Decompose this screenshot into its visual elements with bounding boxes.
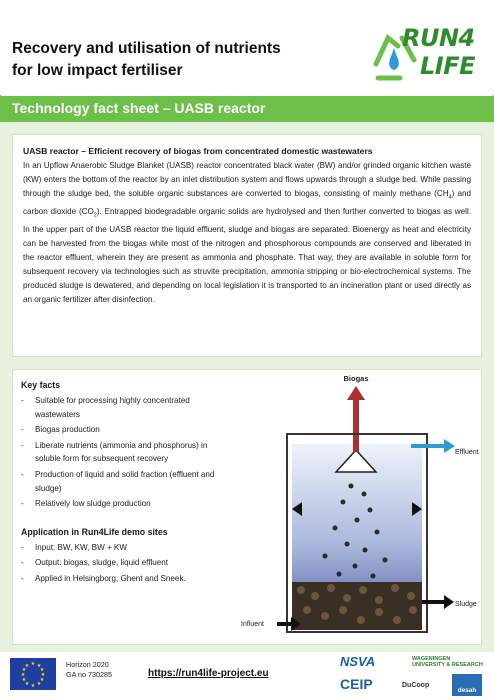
sludge-arrow-shaft <box>422 600 446 604</box>
intro-text-part2: ) and carbon dioxide (CO <box>23 189 471 216</box>
list-item-text: Liberate nutrients (ammonia and phosphorus) in soluble form for subsequent recovery <box>35 440 208 464</box>
co2-subscript: 2 <box>93 212 97 219</box>
intro-heading: UASB reactor – Efficient recovery of biogas from concentrated domestic wastewaters <box>23 146 373 156</box>
title-line-2: for low impact fertiliser <box>12 62 183 79</box>
list-item: - Relatively low sludge production <box>21 499 151 509</box>
facts-panel <box>12 369 482 645</box>
title-line-1: Recovery and utilisation of nutrients <box>12 40 281 57</box>
list-item: - Liberate nutrients (ammonia and phosphorus) in soluble form for subsequent recovery <box>21 440 208 464</box>
uasb-reactor-diagram <box>239 374 479 642</box>
page-title <box>12 38 342 82</box>
list-item: - Biogas production <box>21 425 100 435</box>
application-heading: Application in Run4Life demo sites <box>21 526 168 537</box>
gas-riser <box>353 436 359 452</box>
list-item-text: Biogas production <box>35 425 100 435</box>
list-item-text: Production of liquid and solid fraction (effluent and sludge) <box>35 469 215 493</box>
list-item: - Input: BW, KW, BW + KW <box>21 542 127 552</box>
nsva-logo: NSVA <box>340 654 376 669</box>
svg-text:★: ★ <box>30 661 36 667</box>
list-item-text: Input: BW, KW, BW + KW <box>35 542 127 552</box>
list-item: - Applied in Helsingborg, Ghent and Sneek. <box>21 573 186 583</box>
desah-logo: desah <box>452 674 482 696</box>
svg-text:★: ★ <box>20 672 26 678</box>
svg-text:★: ★ <box>24 663 30 669</box>
intro-panel <box>12 134 482 357</box>
svg-text:★: ★ <box>39 667 45 673</box>
intro-text <box>23 159 471 307</box>
svg-text:★: ★ <box>36 681 42 687</box>
svg-text:★: ★ <box>21 667 27 673</box>
application-list <box>21 541 231 586</box>
svg-text:★: ★ <box>24 681 30 687</box>
key-facts-heading: Key facts <box>21 380 61 390</box>
effluent-arrow-head <box>444 439 455 453</box>
svg-text:★: ★ <box>36 663 42 669</box>
sludge-arrow-head <box>444 595 454 609</box>
wur-line-2: UNIVERSITY & RESEARCH <box>412 662 483 668</box>
eu-flag-icon <box>10 658 56 690</box>
logo-text-life: LIFE <box>420 52 476 80</box>
facts-column <box>21 380 231 588</box>
effluent-arrow-shaft <box>411 444 447 448</box>
svg-text:★: ★ <box>30 683 36 689</box>
horizon-line-2: GA no 730285 <box>66 670 112 679</box>
logo-text-run4: RUN4 <box>402 24 475 52</box>
project-website-link[interactable]: https://run4life-project.eu <box>148 668 269 679</box>
list-item-text: Output: biogas, sludge, liquid effluent <box>35 558 169 568</box>
run4life-logo <box>370 24 482 86</box>
influent-label: Influent <box>241 621 264 628</box>
header <box>0 0 494 95</box>
biogas-arrow-head <box>347 386 365 400</box>
intro-text-part1: In an Upflow Anaerobic Sludge Blanket (UASB) reactor concentrated black water (BW) and/or grinded organic kitchen waste (KW) enters the bottom of the reactor by an inlet distribution system and flows upwards through a sludge bed. While passing through the sludge bed, the soluble organic substances are converted to biogas, consisting of mainly methane (CH <box>23 161 471 199</box>
list-item: - Output: biogas, sludge, liquid effluent <box>21 558 169 568</box>
list-item-text: Applied in Helsingborg, Ghent and Sneek. <box>35 573 186 583</box>
list-item: - Production of liquid and solid fraction (effluent and sludge) <box>21 469 215 493</box>
sludge-bed <box>292 582 422 630</box>
list-item-text: Suitable for processing highly concentrated wastewaters <box>35 396 190 419</box>
svg-text:★: ★ <box>39 677 45 683</box>
list-item: - Suitable for processing highly concentrated wastewaters <box>21 396 190 419</box>
footer <box>0 652 494 700</box>
wageningen-logo <box>412 656 483 668</box>
svg-text:★: ★ <box>40 672 46 678</box>
biogas-label: Biogas <box>343 374 369 383</box>
effluent-label: Effluent <box>455 449 479 456</box>
banner-text: Technology fact sheet – UASB reactor <box>12 100 266 116</box>
svg-text:★: ★ <box>21 677 27 683</box>
fact-sheet-banner <box>0 96 494 122</box>
wur-line-1: WAGENINGEN <box>412 656 451 662</box>
intro-text-part3: ). Entrapped biodegradable organic solids are hydrolysed and then further converted to biogas as well. In the upper part of the UASB reactor the liquid effluent, sludge and biogas are separated. Bioenergy as heat and electricity can be harvested from the biogas while most of the nitrogen and phosphorous compounds are conserved and liberated in the reactor effluent, wherein they are present as ammonia and phosphate. That way, they are available in soluble form for subsequent recovery via technologies such as struvite precipitation, ammonia stripping or bio-electrochemical systems. The produced sludge is dewatered, and depending on local legislation it is transported to an incineration plant or used directly as an organic fertilizer after disinfection. <box>23 206 471 305</box>
influent-arrow-shaft <box>277 622 293 626</box>
sludge-label: Sludge <box>455 601 477 608</box>
ducoop-logo: DuCoop <box>402 682 430 689</box>
key-facts-list <box>21 394 231 511</box>
horizon-2020-info <box>66 660 112 680</box>
ceip-logo: CEIP <box>340 676 373 692</box>
horizon-line-1: Horizon 2020 <box>66 660 109 669</box>
ch4-subscript: 4 <box>448 194 452 201</box>
content-area <box>0 122 494 652</box>
list-item-text: Relatively low sludge production <box>35 499 151 509</box>
